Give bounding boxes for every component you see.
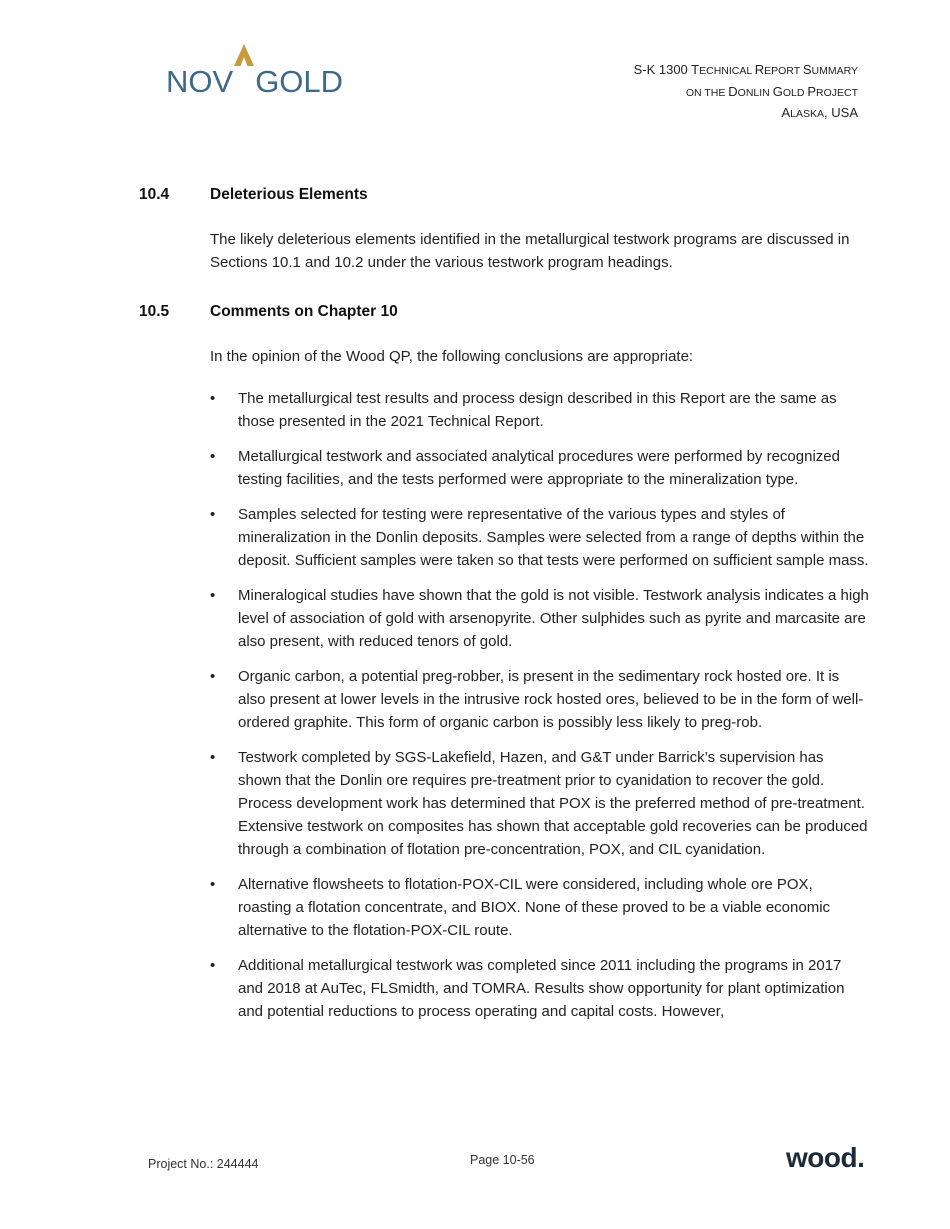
bullet-icon: • (210, 749, 216, 766)
bullet-icon: • (210, 506, 216, 523)
section-title: Deleterious Elements (210, 186, 368, 203)
section-10-5-intro: In the opinion of the Wood QP, the following conclusions are appropriate: (210, 348, 694, 365)
footer-page-number: Page 10-56 (470, 1153, 535, 1167)
section-number: 10.4 (139, 186, 170, 203)
logo-a-triangle-icon (233, 64, 255, 92)
list-item: • Organic carbon, a potential preg-robber, is present in the sedimentary rock hosted ore. It is also present at lower levels in the intrusive rock hosted ores, believed to be in the form of well-ordered graphite. This form of organic carbon is possibly less likely to preg-rob. (210, 665, 870, 734)
logo-text-left: NOV (166, 64, 234, 99)
section-title: Comments on Chapter 10 (210, 303, 398, 320)
bullet-icon: • (210, 448, 216, 465)
bullet-icon: • (210, 390, 216, 407)
bullet-icon: • (210, 957, 216, 974)
report-title-line1: S-K 1300 TECHNICAL REPORT SUMMARY (633, 62, 858, 77)
bullet-icon: • (210, 876, 216, 893)
list-item: • The metallurgical test results and process design described in this Report are the same as those presented in the 2021 Technical Report. (210, 387, 870, 433)
conclusions-list (210, 387, 870, 1035)
report-title-line2: ON THE DONLIN GOLD PROJECT (685, 83, 858, 99)
list-item: • Metallurgical testwork and associated analytical procedures were performed by recognized testing facilities, and the tests performed were appropriate to the mineralization type. (210, 445, 870, 491)
footer-project-number: Project No.: 244444 (148, 1157, 259, 1171)
section-10-4-heading (139, 186, 869, 208)
list-item: • Mineralogical studies have shown that the gold is not visible. Testwork analysis indicates a high level of association of gold with arsenopyrite. Other sulphides such as pyrite and marcasite are also present, with reduced tenors of gold. (210, 584, 870, 653)
wood-logo: wood. (786, 1142, 865, 1173)
report-title-line3: ALASKA, USA (781, 105, 858, 120)
list-item: • Additional metallurgical testwork was completed since 2011 including the programs in 2017 and 2018 at AuTec, FLSmidth, and TOMRA. Results show opportunity for plant optimization and potential reductions to process operating and capital costs. However, (210, 954, 870, 1023)
report-title-block (634, 60, 858, 125)
section-number: 10.5 (139, 303, 170, 320)
bullet-icon: • (210, 587, 216, 604)
bullet-icon: • (210, 668, 216, 685)
list-item: • Alternative flowsheets to flotation-POX-CIL were considered, including whole ore POX, roasting a flotation concentrate, and BIOX. None of these proved to be a viable economic alternative to the flotation-POX-CIL route. (210, 873, 870, 942)
section-10-5-heading (139, 303, 869, 325)
section-10-4-body: The likely deleterious elements identified in the metallurgical testwork programs are discussed in Sections 10.1 and 10.2 under the various testwork program headings. (210, 231, 850, 271)
list-item: • Samples selected for testing were representative of the various types and styles of mineralization in the Donlin deposits. Samples were selected from a range of depths within the deposit. Sufficient samples were taken so that tests were performed on sufficient sample mass. (210, 503, 870, 572)
list-item: • Testwork completed by SGS-Lakefield, Hazen, and G&T under Barrick’s supervision has shown that the Donlin ore requires pre-treatment prior to cyanidation to recover the gold. Process development work has determined that POX is the preferred method of pre-treatment. Extensive testwork on composites has shown that acceptable gold recoveries can be produced through a combination of flotation pre-concentration, POX, and CIL cyanidation. (210, 746, 870, 861)
novagold-logo (166, 64, 343, 100)
logo-text-right: GOLD (255, 64, 344, 99)
